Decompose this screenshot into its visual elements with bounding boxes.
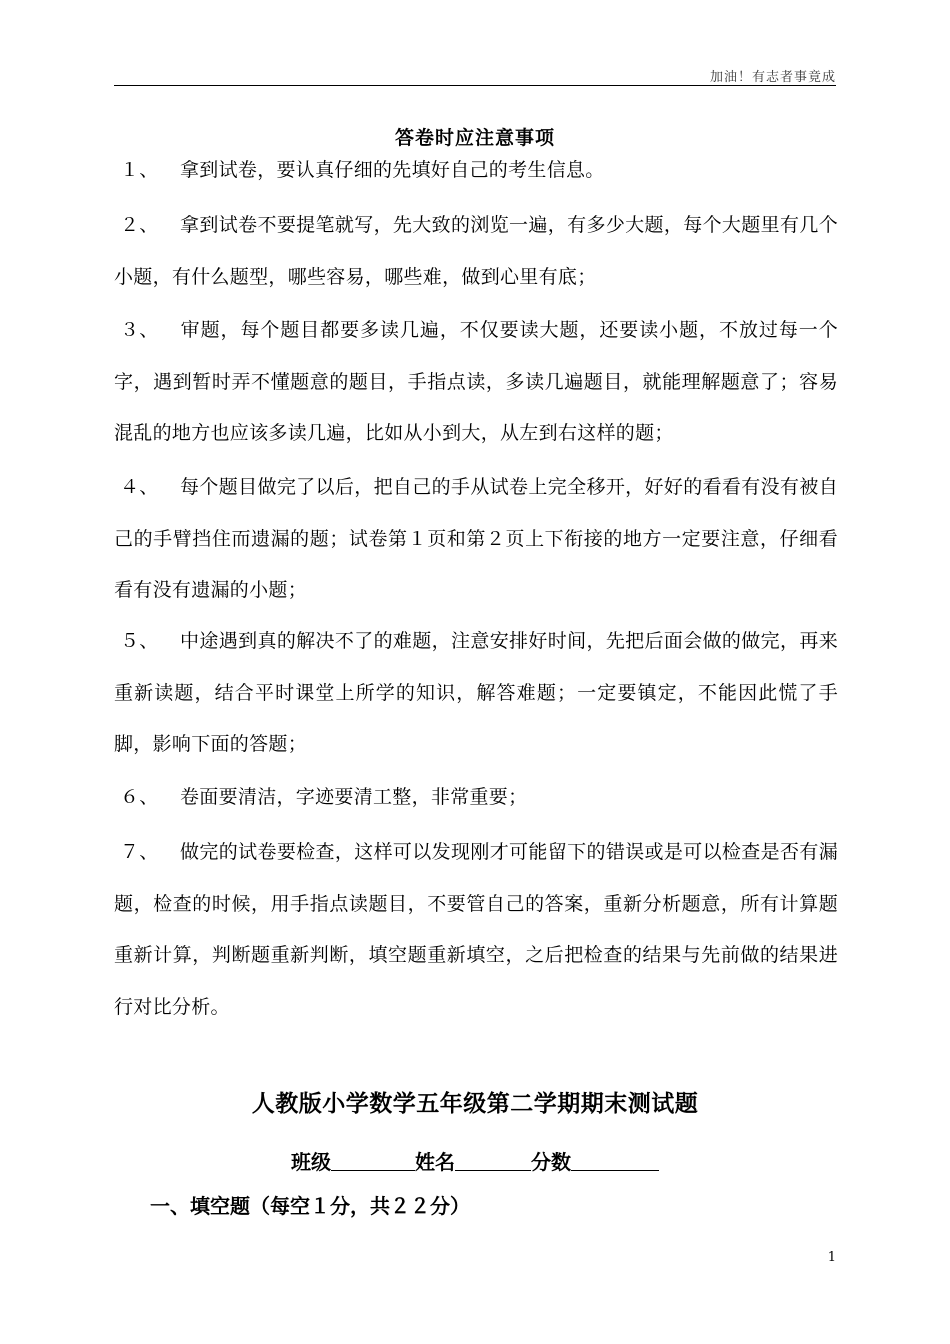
item-number: ５、	[120, 630, 159, 652]
notice-item-6	[114, 772, 838, 824]
notice-item-5	[114, 616, 838, 771]
item-number: ７、	[120, 841, 159, 863]
item-text: 做完的试卷要检查，这样可以发现刚才可能留下的错误或是可以检查是否有漏题，检查的时候，用手指点读题目，不要管自己的答案，重新分析题意，所有计算题重新计算，判断题重新判断，填空题重新填空，之后把检查的结果与先前做的结果进行对比分析。	[114, 841, 838, 1018]
name-blank[interactable]	[455, 1150, 531, 1171]
exam-title: 人教版小学数学五年级第二学期期末测试题	[251, 1090, 699, 1117]
item-text: 中途遇到真的解决不了的难题，注意安排好时间，先把后面会做的做完，再来重新读题，结合平时课堂上所学的知识，解答难题；一定要镇定，不能因此慌了手脚，影响下面的答题；	[114, 630, 838, 755]
item-text: 拿到试卷不要提笔就写，先大致的浏览一遍，有多少大题，每个大题里有几个小题，有什么题型，哪些容易，哪些难，做到心里有底；	[114, 214, 838, 288]
name-label: 姓名	[415, 1150, 455, 1174]
item-number: ６、	[120, 786, 159, 808]
score-label: 分数	[531, 1150, 571, 1174]
notice-title: 答卷时应注意事项	[394, 127, 555, 149]
item-number: ４、	[120, 476, 159, 498]
notice-item-4	[114, 462, 838, 617]
notice-item-3	[114, 305, 838, 460]
item-text: 卷面要清洁，字迹要清工整，非常重要；	[180, 786, 528, 808]
header-divider	[114, 85, 836, 86]
class-label: 班级	[291, 1150, 331, 1174]
item-number: １、	[120, 159, 159, 181]
item-text: 拿到试卷，要认真仔细的先填好自己的考生信息。	[180, 159, 605, 181]
item-text: 每个题目做完了以后，把自己的手从试卷上完全移开，好好的看看有没有被自己的手臂挡住而遗漏的题；试卷第１页和第２页上下衔接的地方一定要注意，仔细看看有没有遗漏的小题；	[114, 476, 838, 601]
student-info-line	[0, 1146, 950, 1175]
page-header-motto: 加油！有志者事竟成	[709, 70, 836, 85]
section-1-heading: 一、填空题（每空１分，共２２分）	[150, 1194, 470, 1218]
score-blank[interactable]	[571, 1150, 659, 1171]
notice-item-7	[114, 827, 838, 1033]
item-number: ２、	[120, 214, 159, 236]
page-number: 1	[827, 1250, 836, 1265]
class-blank[interactable]	[331, 1150, 415, 1171]
item-number: ３、	[120, 319, 159, 341]
notice-item-1	[114, 145, 838, 197]
notice-item-2	[114, 200, 838, 303]
item-text: 审题，每个题目都要多读几遍，不仅要读大题，还要读小题，不放过每一个字，遇到暂时弄不懂题意的题目，手指点读，多读几遍题目，就能理解题意了；容易混乱的地方也应该多读几遍，比如从小到大，从左到右这样的题；	[114, 319, 838, 444]
